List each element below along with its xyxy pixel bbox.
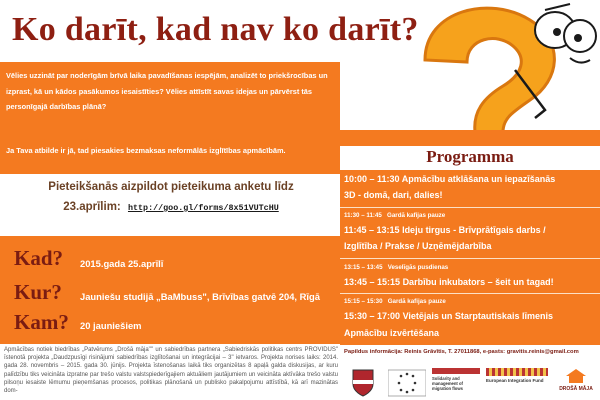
program-item bbox=[344, 327, 596, 341]
program-text: Apmācību atklāšana un iepazīšanās bbox=[401, 174, 556, 184]
fact-label-whom: Kam? bbox=[14, 310, 69, 334]
program-text: Vietējais un Starptautiskais līmenis bbox=[402, 311, 553, 321]
intro-text: Vēlies uzzināt par noderīgām brīvā laika pavadīšanas iespējām, analizēt to priekšrocības un izprast, kā un kādos pasākumos iesaistīties? Vēlies attīstīt savas idejas un pārvērst tās personīgajā darbības plānā? bbox=[6, 71, 328, 112]
program-text: Darbību inkubators – šeit un tagad! bbox=[402, 277, 554, 287]
program-item bbox=[344, 240, 596, 254]
program-text: 3D - domā, dari, dalies! bbox=[344, 190, 443, 200]
fact-label-where: Kur? bbox=[14, 280, 62, 304]
latvia-coat-of-arms-icon bbox=[350, 368, 376, 398]
program-text: Izglītība / Prakse / Uzņēmējdarbība bbox=[344, 241, 492, 251]
drosa-maja-logo bbox=[554, 368, 598, 398]
program-item bbox=[344, 173, 596, 187]
registration-deadline-row bbox=[6, 201, 336, 213]
program-item bbox=[344, 276, 596, 290]
program-item bbox=[344, 310, 596, 324]
fact-value-where: Jauniešu studijā „BaMbuss", Brīvības gatvē 204, Rīgā bbox=[80, 291, 320, 302]
eu-fund-text: European Integration Fund bbox=[486, 378, 544, 383]
program-divider bbox=[340, 258, 600, 259]
solidarity-fund-text: Solidarity and management of migration flows bbox=[432, 376, 463, 391]
european-integration-fund-logo bbox=[486, 368, 548, 398]
program-text: Gardā kafijas pauze bbox=[387, 298, 446, 305]
program-item bbox=[344, 224, 596, 238]
fact-label-when: Kad? bbox=[14, 246, 64, 270]
house-icon bbox=[565, 368, 587, 384]
fact-value-whom: 20 jauniešiem bbox=[80, 320, 142, 331]
program-time: 11:45 – 13:15 bbox=[344, 225, 400, 235]
program-time: 10:00 – 11:30 bbox=[344, 174, 400, 184]
drosa-maja-text: DROŠĀ MĀJA bbox=[559, 386, 593, 392]
program-time: 13:45 – 15:15 bbox=[344, 277, 401, 287]
program-time: 15:30 – 17:00 bbox=[344, 311, 401, 321]
registration-link[interactable]: http://goo.gl/forms/8x51VUTcHU bbox=[127, 203, 279, 213]
program-time: 13:15 – 13:45 bbox=[344, 264, 383, 271]
program-text: Gardā kafijas pauze bbox=[387, 212, 446, 219]
program-time: 15:15 – 15:30 bbox=[344, 298, 383, 305]
fact-value-when: 2015.gada 25.aprīlī bbox=[80, 258, 164, 269]
program-item bbox=[344, 263, 596, 272]
registration-text: Pieteikšanās aizpildot pieteikuma anketu līdz bbox=[48, 181, 294, 193]
registration-deadline: 23.aprīlim: bbox=[63, 201, 121, 213]
note-text: Ja Tava atbilde ir jā, tad piesakies bezmaksas neformālās izglītības apmācībām. bbox=[6, 146, 286, 155]
program-item bbox=[344, 297, 596, 306]
program-title: Programma bbox=[426, 147, 514, 166]
program-divider bbox=[340, 293, 600, 294]
program-item bbox=[344, 211, 596, 220]
program-text: Ideju tirgus - Brīvprātīgais darbs / bbox=[402, 225, 546, 235]
program-text: Veselīgās pusdienas bbox=[387, 264, 449, 271]
program-text: Apmācību izvērtēšana bbox=[344, 328, 440, 338]
project-description: Apmācības notiek biedrības „Patvērums „Drošā māja"" un sabiedrības partnera „Sabiedriskās politikas centrs PROVIDUS" īstenotā projekta „Daudzpusīgi risinājumi sabiedrības izglītošanai un integrācijai – 3" ietvaros. Projekta norises laiks: 2014. gada 28. novembris – 2015. gada 30. jūnijs. Projekta īstenošanas laikā tiks organizētas 8 apaļā galda diskusijas, ar kuru palīdzību tiks veicināta izpratne par trešo valstu valstspiederīgajiem aktuāliem jautājumiem un veicināta aktīvāka trešo valstu pilsoņu iesaiste lēmumu pieņemšanas procesos, politikas plānošanā un publisko pakalpojumu attīstībā, kā arī mazinātas dom- bbox=[4, 347, 338, 395]
contact-info: Papildus informācija: Reinis Grāvītis, T. 27011868, e-pasts: gravitis.reinis@gmail.com bbox=[344, 349, 579, 355]
program-item bbox=[344, 189, 596, 203]
eu-flag-icon bbox=[388, 368, 426, 398]
program-divider bbox=[340, 207, 600, 208]
program-time: 11:30 – 11:45 bbox=[344, 212, 382, 219]
page-title: Ko darīt, kad nav ko darīt? bbox=[12, 11, 419, 48]
solidarity-fund-logo bbox=[432, 368, 480, 398]
